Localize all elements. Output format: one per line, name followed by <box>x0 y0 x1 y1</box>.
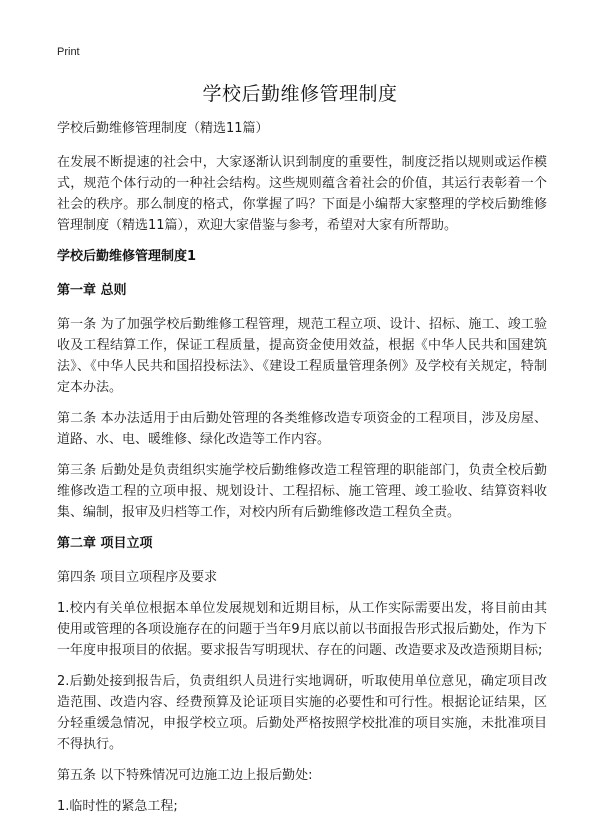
article-paragraph: 第一条 为了加强学校后勤维修工程管理，规范工程立项、设计、招标、施工、竣工验收及工程结算工作，保证工程质量，提高资金使用效益，根据《中华人民共和国建筑法》、《中华人民共和国招投标法》、《建设工程质量管理条例》及学校有关规定，特制定本办法。 <box>57 317 547 395</box>
chapter-heading: 第二章 项目立项 <box>57 536 153 551</box>
document-body <box>57 118 547 827</box>
list-item: 1.校内有关单位根据本单位发展规划和近期目标，从工作实际需要出发，将目前由其使用或管理的各项设施存在的问题于当年9月底以前以书面报告形式报后勤处，作为下一年度申报项目的依据。要求报告写明现状、存在的问题、改造要求及改造预期目标; <box>57 601 547 658</box>
chapter-heading: 第一章 总则 <box>57 283 127 298</box>
list-item: 2.后勤处接到报告后，负责组织人员进行实地调研，听取使用单位意见，确定项目改造范围、改造内容、经费预算及论证项目实施的必要性和可行性。根据论证结果，区分轻重缓急情况，申报学校立项。后勤处严格按照学校批准的项目实施，未批准项目不得执行。 <box>57 674 547 752</box>
section-heading: 学校后勤维修管理制度1 <box>57 249 197 264</box>
article-paragraph: 第五条 以下特殊情况可边施工边上报后勤处: <box>57 768 313 783</box>
list-item: 1.临时性的紧急工程; <box>57 799 178 814</box>
document-title: 学校后勤维修管理制度 <box>202 83 398 105</box>
article-paragraph: 第三条 后勤处是负责组织实施学校后勤维修改造工程管理的职能部门，负责全校后勤维修改造工程的立项申报、规划设计、工程招标、施工管理、竣工验收、结算资料收集、编制，报审及归档等工作，对校内所有后勤维修改造工程负全责。 <box>57 463 547 520</box>
article-paragraph: 第二条 本办法适用于由后勤处管理的各类维修改造专项资金的工程项目，涉及房屋、道路、水、电、暖维修、绿化改造等工作内容。 <box>57 411 547 447</box>
document-subtitle: 学校后勤维修管理制度（精选11篇） <box>57 121 269 136</box>
intro-paragraph: 在发展不断提速的社会中，大家逐渐认识到制度的重要性，制度泛指以规则或运作模式，规范个体行动的一种社会结构。这些规则蕴含着社会的价值，其运行表彰着一个社会的秩序。那么制度的格式，你掌握了吗？下面是小编帮大家整理的学校后勤维修管理制度（精选11篇），欢迎大家借鉴与参考，希望对大家有所帮助。 <box>57 155 547 233</box>
article-paragraph: 第四条 项目立项程序及要求 <box>57 570 218 585</box>
print-link[interactable]: Print <box>57 46 80 58</box>
